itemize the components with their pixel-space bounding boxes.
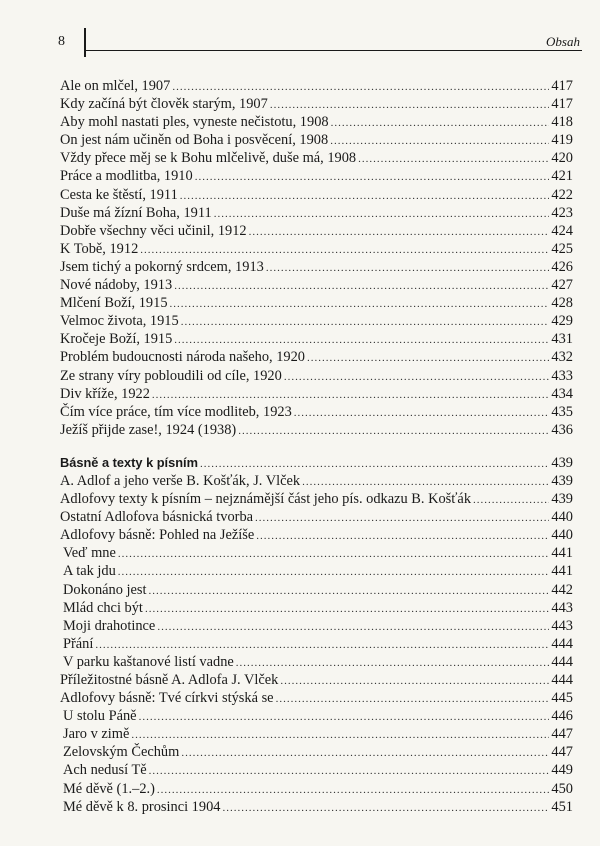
toc-entry-title: Básně a texty k písním — [60, 454, 198, 470]
toc-entry — [60, 95, 573, 113]
header-vertical-rule — [84, 28, 86, 57]
toc-entry-title: Kročeje Boží, 1915 — [60, 331, 173, 348]
toc-leader-dots — [172, 78, 549, 96]
toc-entry-page: 428 — [551, 295, 573, 312]
toc-entry-page: 446 — [551, 708, 573, 725]
toc-leader-dots — [149, 582, 550, 600]
toc-group-sermons — [60, 77, 573, 439]
toc-entry — [60, 653, 573, 671]
toc-entry-page: 417 — [551, 96, 573, 113]
toc-entry-page: 429 — [551, 313, 573, 330]
toc-leader-dots — [256, 527, 549, 545]
toc-entry-page: 444 — [551, 672, 573, 688]
toc-entry-page: 441 — [551, 545, 573, 562]
toc-entry — [60, 403, 573, 421]
toc-leader-dots — [302, 473, 549, 491]
toc-entry-page: 450 — [551, 780, 573, 797]
toc-entry — [60, 204, 573, 222]
toc-entry — [60, 222, 573, 240]
toc-entry — [60, 780, 573, 798]
toc-entry-page: 431 — [551, 331, 573, 348]
toc-entry-page: 441 — [551, 563, 573, 580]
toc-entry-page: 451 — [551, 798, 573, 815]
toc-entry-title: Ach nedusí Tě — [63, 762, 147, 779]
toc-entry — [60, 508, 573, 526]
toc-leader-dots — [270, 96, 550, 114]
toc-leader-dots — [95, 636, 549, 654]
toc-entry-title: Div kříže, 1922 — [60, 385, 150, 402]
toc-entry-title: Nové nádoby, 1913 — [60, 277, 173, 294]
toc-entry-title: Veď mne — [63, 545, 116, 562]
toc-entry — [60, 113, 573, 131]
toc-entry-page: 447 — [551, 726, 573, 743]
toc-entry-page: 418 — [551, 114, 573, 131]
toc-leader-dots — [236, 654, 550, 672]
toc-entry — [60, 798, 573, 816]
toc-entry — [60, 276, 573, 294]
toc-entry — [60, 707, 573, 725]
toc-leader-dots — [238, 422, 549, 440]
toc-leader-dots — [284, 368, 550, 386]
toc-entry-page: 439 — [551, 454, 573, 471]
toc-leader-dots — [195, 168, 550, 186]
toc-entry-page: 422 — [551, 186, 573, 203]
toc-entry-title: Kdy začíná být člověk starým, 1907 — [60, 96, 268, 113]
toc-entry-title: Jsem tichý a pokorný srdcem, 1913 — [60, 258, 264, 275]
toc-entry-title: Adlofovy texty k písním – nejznámější část jeho pís. odkazu B. Košťák — [60, 491, 472, 508]
toc-entry-title: Mé děvě (1.–2.) — [63, 780, 155, 797]
toc-entry-page: 444 — [551, 653, 573, 670]
toc-leader-dots — [330, 132, 549, 150]
page-number: 8 — [58, 34, 65, 49]
toc-entry-page: 434 — [551, 385, 573, 402]
toc-entry-title: Mlčení Boží, 1915 — [60, 295, 168, 312]
toc-entry — [60, 131, 573, 149]
toc-entry-page: 442 — [551, 581, 573, 598]
toc-leader-dots — [294, 404, 550, 422]
toc-leader-dots — [157, 781, 549, 799]
toc-leader-dots — [118, 563, 550, 581]
toc-leader-dots — [307, 349, 549, 367]
toc-entry — [60, 258, 573, 276]
toc-entry-title: Aby mohl nastati ples, vyneste nečistotu, 1908 — [60, 114, 329, 131]
toc-entry-title: Práce a modlitba, 1910 — [60, 168, 193, 185]
toc-leader-dots — [145, 600, 549, 618]
toc-entry — [60, 617, 573, 635]
toc-entry — [60, 330, 573, 348]
toc-leader-dots — [140, 241, 549, 259]
toc-entry-title: Ostatní Adlofova básnická tvorba — [60, 509, 254, 526]
toc-entry — [60, 526, 573, 544]
toc-leader-dots — [266, 259, 550, 277]
toc-entry — [60, 599, 573, 617]
toc-entry-title: V parku kaštanové listí vadne — [63, 653, 234, 670]
toc-entry-title: Dobře všechny věci učinil, 1912 — [60, 222, 247, 239]
toc-leader-dots — [181, 313, 550, 331]
toc-entry — [60, 743, 573, 761]
toc-entry — [60, 562, 573, 580]
toc-leader-dots — [174, 277, 549, 295]
toc-entry-title: Dokonáno jest — [63, 581, 147, 598]
toc-leader-dots — [149, 762, 550, 780]
toc-entry-page: 425 — [551, 240, 573, 257]
toc-entry-page: 421 — [551, 168, 573, 185]
toc-leader-dots — [255, 509, 549, 527]
toc-leader-dots — [358, 150, 549, 168]
toc-section-heading — [60, 454, 573, 472]
toc-entry-title: Přání — [63, 635, 94, 652]
toc-entry — [60, 635, 573, 653]
page-header — [55, 28, 582, 52]
running-title: Obsah — [546, 34, 580, 49]
toc-leader-dots — [276, 690, 550, 708]
toc-entry — [60, 544, 573, 562]
toc-entry — [60, 240, 573, 258]
toc-leader-dots — [280, 672, 549, 690]
toc-entry-page: 426 — [551, 258, 573, 275]
toc-entry-page: 419 — [551, 132, 573, 149]
toc-group-poems — [60, 454, 573, 816]
toc-entry-title: On jest nám učiněn od Boha i posvěcení, 1908 — [60, 132, 329, 149]
toc-entry — [60, 421, 573, 439]
toc-entry — [60, 149, 573, 167]
toc-leader-dots — [181, 744, 549, 762]
toc-leader-dots — [118, 545, 550, 563]
toc-entry-title: Příležitostné básně A. Adlofa J. Vlček — [60, 672, 279, 688]
toc-entry-title: U stolu Páně — [63, 708, 137, 725]
toc-entry-title: Moji drahotince — [63, 617, 156, 634]
toc-entry — [60, 186, 573, 204]
toc-entry-title: Mlád chci být — [63, 599, 143, 616]
toc-entry-title: Zelovským Čechům — [63, 744, 180, 761]
toc-entry-page: 417 — [551, 78, 573, 94]
toc-leader-dots — [131, 726, 549, 744]
toc-entry-page: 433 — [551, 367, 573, 384]
toc-entry — [60, 312, 573, 330]
toc-leader-dots — [152, 386, 549, 404]
toc-entry-title: Adlofovy básně: Tvé církvi stýská se — [60, 690, 274, 707]
toc-entry-page: 423 — [551, 204, 573, 221]
toc-entry-page: 449 — [551, 762, 573, 779]
toc-entry-page: 444 — [551, 635, 573, 652]
toc-leader-dots — [200, 455, 549, 473]
toc-entry-title: Jaro v zimě — [63, 726, 130, 743]
toc-entry — [60, 472, 573, 490]
toc-entry-page: 432 — [551, 349, 573, 366]
toc-entry-title: Ale on mlčel, 1907 — [60, 78, 171, 94]
toc-entry — [60, 167, 573, 185]
toc-entry — [60, 671, 573, 689]
toc-entry — [60, 490, 573, 508]
toc-entry-page: 443 — [551, 617, 573, 634]
toc-entry-title: Duše má žízní Boha, 1911 — [60, 204, 212, 221]
toc-entry — [60, 385, 573, 403]
toc-entry-page: 424 — [551, 222, 573, 239]
toc-entry — [60, 581, 573, 599]
toc-entry-page: 440 — [551, 527, 573, 544]
toc-entry-page: 447 — [551, 744, 573, 761]
toc-entry-page: 439 — [551, 472, 573, 489]
toc-leader-dots — [473, 491, 549, 509]
toc-leader-dots — [157, 618, 549, 636]
toc-entry-page: 440 — [551, 509, 573, 526]
toc-leader-dots — [331, 114, 550, 132]
toc-leader-dots — [214, 205, 550, 223]
toc-entry-title: Cesta ke štěstí, 1911 — [60, 186, 178, 203]
toc-entry-title: A tak jdu — [63, 563, 116, 580]
toc-leader-dots — [249, 223, 550, 241]
toc-entry — [60, 725, 573, 743]
toc-entry-title: Mé děvě k 8. prosinci 1904 — [63, 798, 221, 815]
toc-entry-page: 439 — [551, 491, 573, 508]
toc-entry-page: 435 — [551, 403, 573, 420]
toc-entry — [60, 77, 573, 95]
toc-entry-page: 436 — [551, 421, 573, 438]
toc-entry-page: 445 — [551, 690, 573, 707]
toc-entry-title: Ze strany víry pobloudili od cíle, 1920 — [60, 367, 282, 384]
toc-leader-dots — [174, 331, 549, 349]
header-horizontal-rule — [84, 50, 582, 51]
toc-entry — [60, 761, 573, 779]
toc-entry-page: 427 — [551, 277, 573, 294]
toc-leader-dots — [180, 187, 550, 205]
toc-entry-title: Čím více práce, tím více modliteb, 1923 — [60, 403, 292, 420]
toc-gap — [60, 439, 573, 454]
toc-entry-title: K Tobě, 1912 — [60, 240, 139, 257]
toc-entry — [60, 689, 573, 707]
toc-entry-title: A. Adlof a jeho verše B. Košťák, J. Vlček — [60, 472, 301, 489]
toc-entry-title: Problém budoucnosti národa našeho, 1920 — [60, 349, 305, 366]
toc-leader-dots — [170, 295, 550, 313]
toc-entry-title: Adlofovy básně: Pohled na Ježíše — [60, 527, 255, 544]
toc-entry-page: 443 — [551, 599, 573, 616]
toc-entry-page: 420 — [551, 150, 573, 167]
toc-entry-title: Vždy přece měj se k Bohu mlčelivě, duše má, 1908 — [60, 150, 357, 167]
toc-entry — [60, 348, 573, 366]
toc-entry-title: Velmoc života, 1915 — [60, 313, 179, 330]
table-of-contents — [60, 77, 573, 816]
toc-entry — [60, 367, 573, 385]
toc-leader-dots — [222, 799, 549, 817]
toc-leader-dots — [139, 708, 550, 726]
toc-entry — [60, 294, 573, 312]
toc-entry-title: Ježíš přijde zase!, 1924 (1938) — [60, 421, 237, 438]
